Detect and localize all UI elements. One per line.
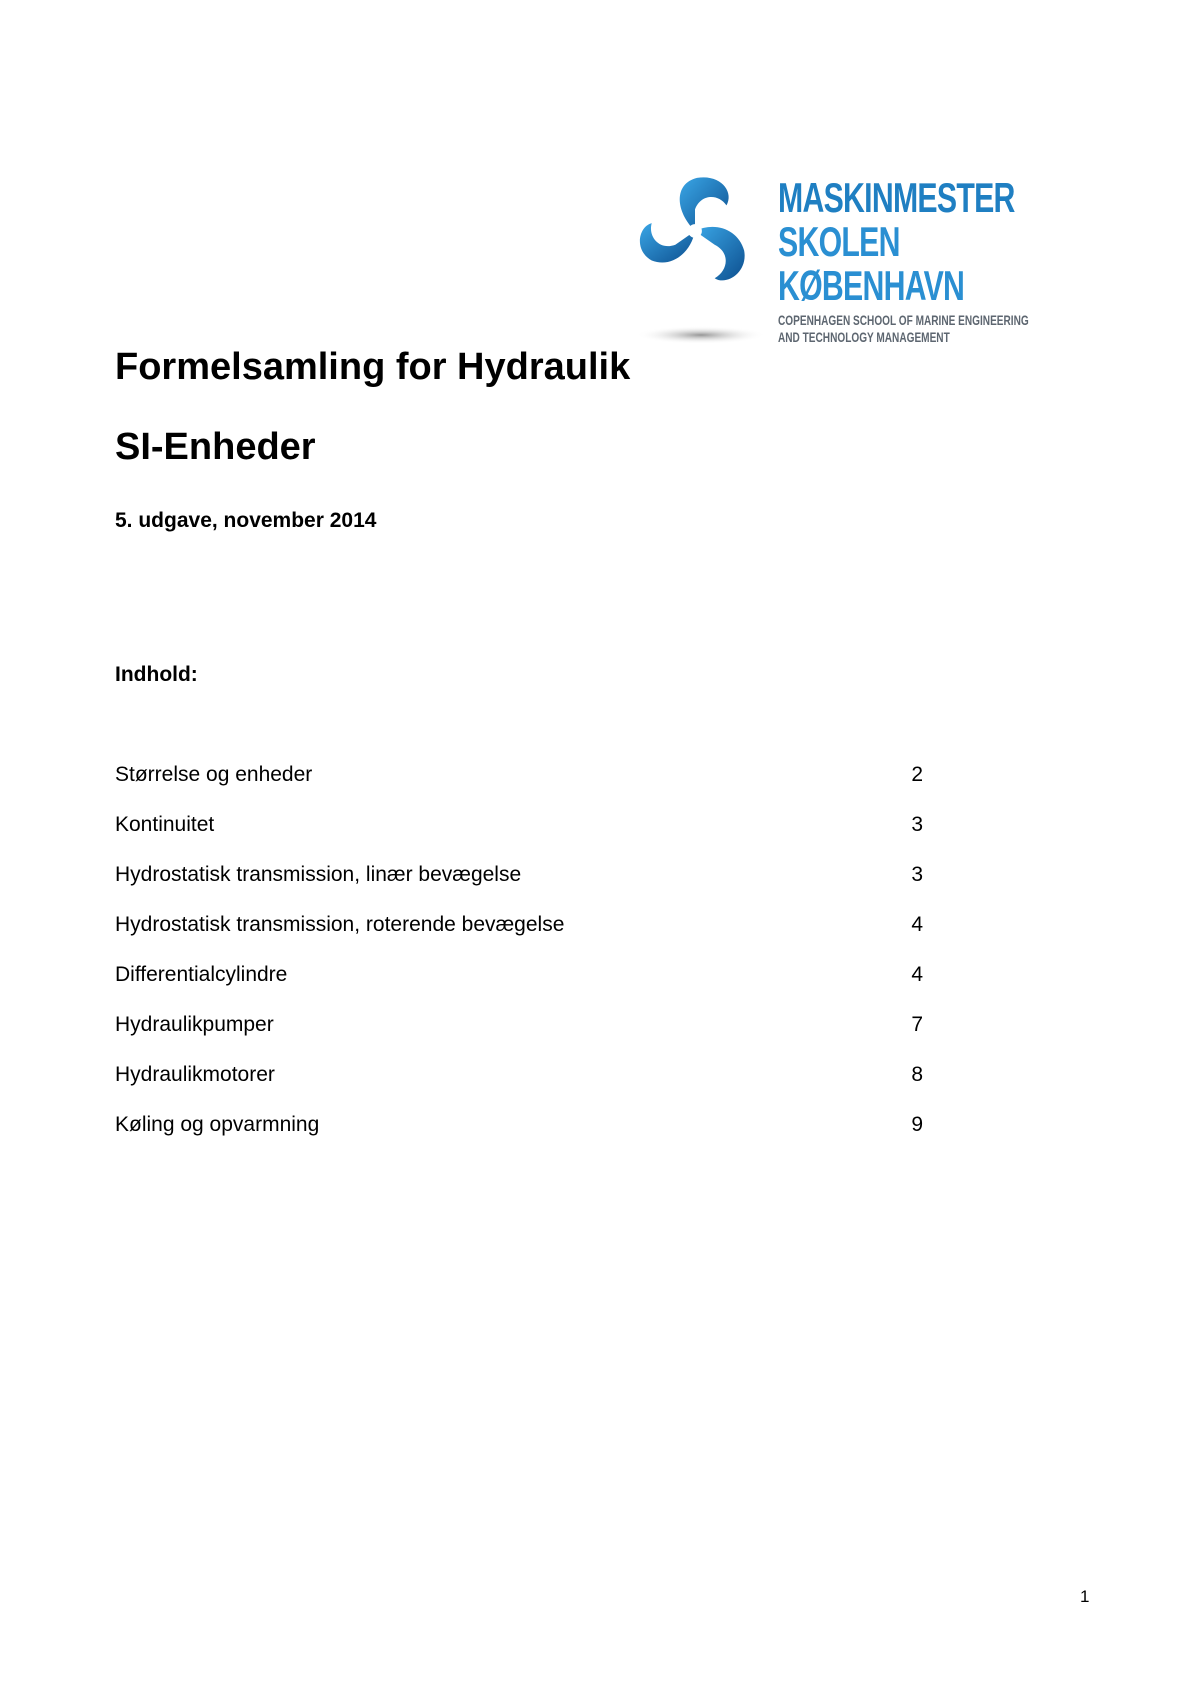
toc-entry [115,962,923,1012]
toc-entry [115,862,923,912]
edition-line: 5. udgave, november 2014 [115,509,377,532]
toc-entry [115,912,923,962]
document-title: Formelsamling for Hydraulik [115,346,631,388]
toc-entry-page: 4 [911,913,923,936]
toc-entry [115,812,923,862]
toc-entry [115,1062,923,1112]
logo-shadow [636,324,766,346]
toc-entry-label: Hydraulikpumper [115,1013,274,1036]
toc-entry-page: 9 [911,1113,923,1136]
toc-entry-label: Køling og opvarmning [115,1113,320,1136]
toc-entry-label: Hydrostatisk transmission, linær bevægelse [115,863,522,886]
toc-entry-page: 3 [911,863,923,886]
page-number: 1 [1080,1587,1090,1606]
document-subtitle: SI-Enheder [115,426,316,468]
logo-swirl-icon [636,172,754,290]
toc-entry-page: 3 [911,813,923,836]
toc-entry [115,762,923,812]
school-logo [636,168,1036,350]
logo-text-line-1: MASKINMESTER [778,174,1015,221]
toc-entry-label: Differentialcylindre [115,963,288,986]
toc-entry-page: 8 [911,1063,923,1086]
toc-entry-label: Hydrostatisk transmission, roterende bevægelse [115,913,565,936]
toc-entry-label: Kontinuitet [115,813,215,836]
toc-entry-page: 7 [911,1013,923,1036]
toc-entry-label: Størrelse og enheder [115,763,313,786]
logo-text-line-2: SKOLEN [778,218,900,265]
toc-heading: Indhold: [115,663,198,686]
logo-text-line-3: KØBENHAVN [778,262,965,309]
table-of-contents [115,762,923,1162]
toc-entry-page: 2 [911,763,923,786]
toc-entry-page: 4 [911,963,923,986]
toc-entry [115,1012,923,1062]
logo-subtext-line-2: AND TECHNOLOGY MANAGEMENT [778,329,950,345]
logo-subtext-line-1: COPENHAGEN SCHOOL OF MARINE ENGINEERING [778,312,1029,328]
toc-entry [115,1112,923,1162]
toc-entry-label: Hydraulikmotorer [115,1063,275,1086]
